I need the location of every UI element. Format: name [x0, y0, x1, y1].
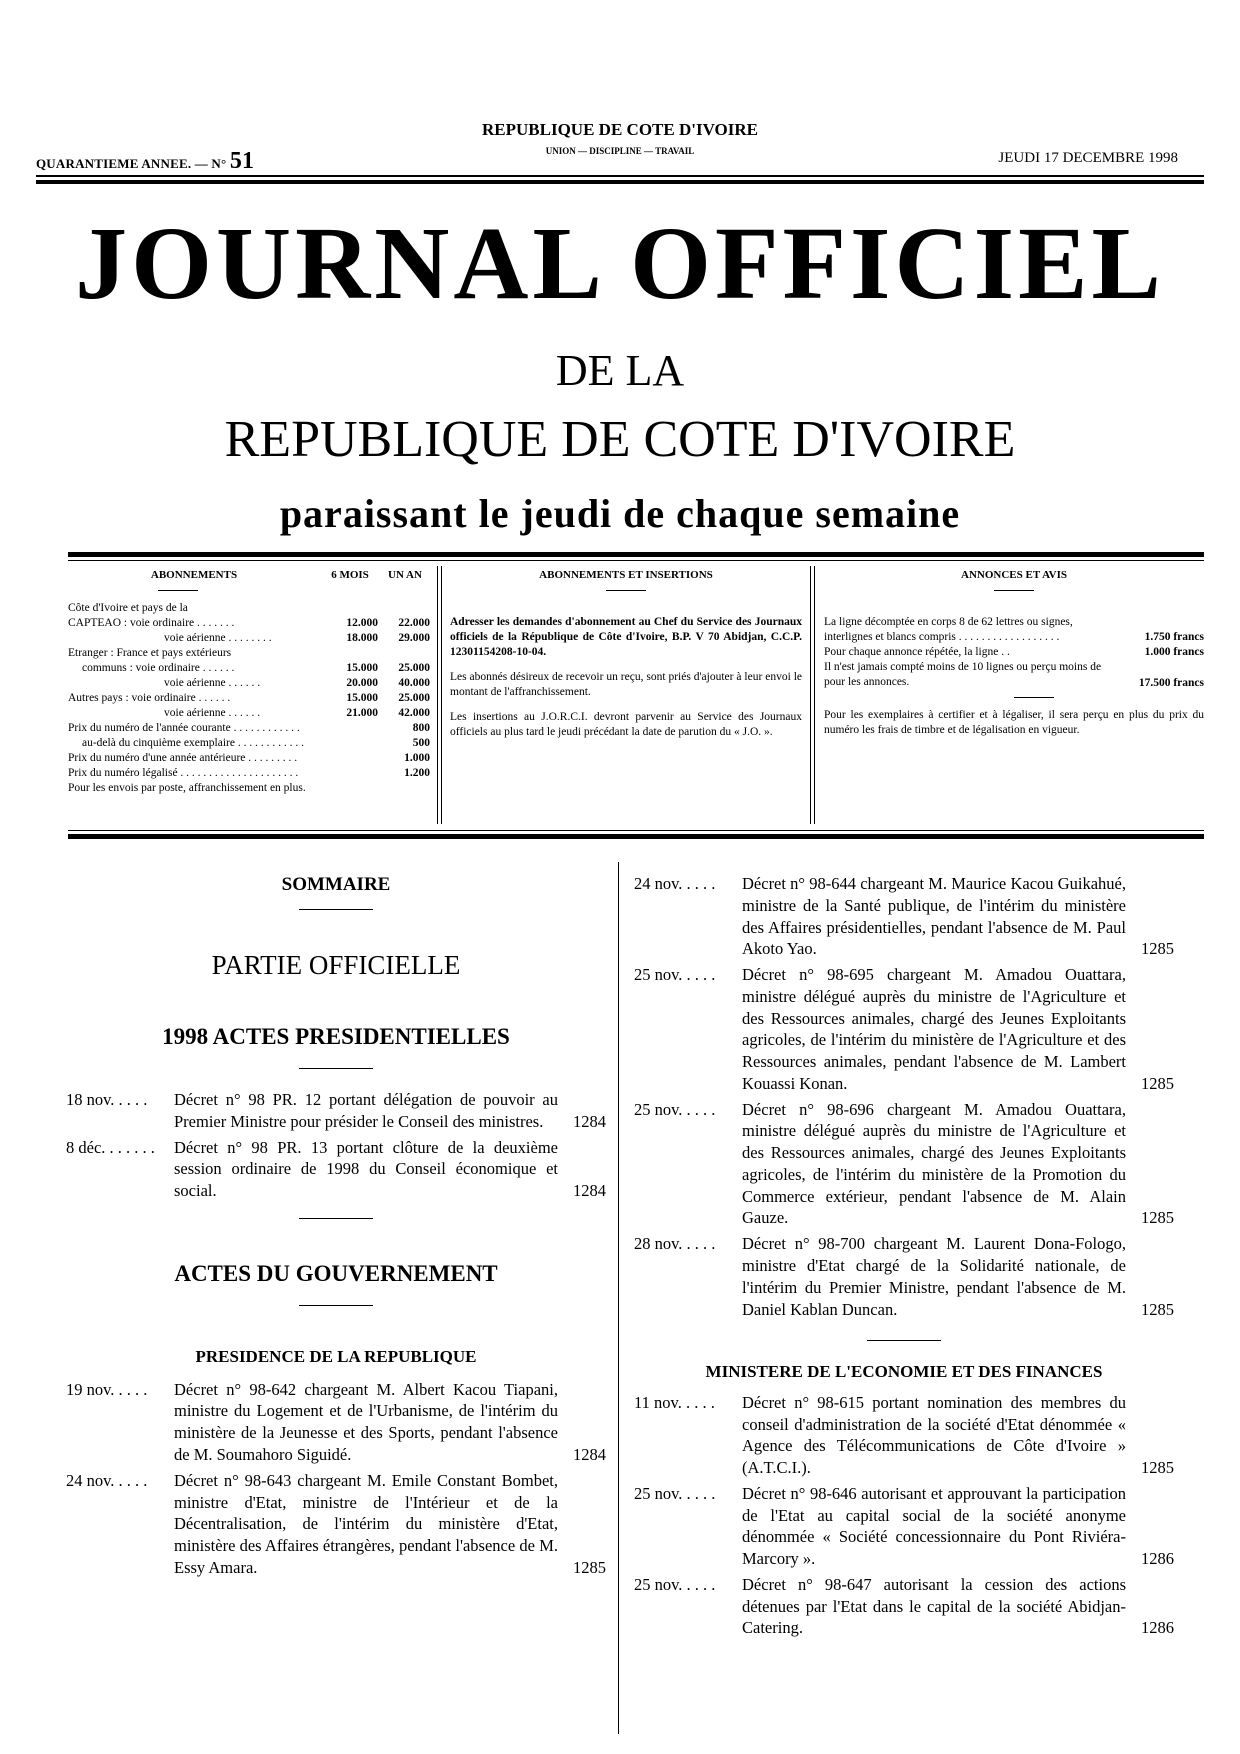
- box-divider: [814, 566, 815, 824]
- economie-heading: MINISTERE DE L'ECONOMIE ET DES FINANCES: [705, 1362, 1103, 1382]
- insertions-address: Adresser les demandes d'abonnement au Chef du Service des Journaux officiels de la République de Côte d'Ivoire, B.P. V 70 Abidjan, C.C.P. 12301154208-10-04.: [450, 616, 802, 659]
- subscription-box: [68, 568, 430, 822]
- edition-number: 51: [229, 148, 255, 174]
- journal-republic: REPUBLIQUE DE COTE D'IVOIRE: [224, 411, 1016, 468]
- subscription-col-6mois: 6 MOIS: [331, 569, 369, 581]
- section-rule: [299, 1218, 373, 1219]
- announcements-rule: [994, 590, 1034, 591]
- actes-gouvernement-heading: ACTES DU GOUVERNEMENT: [174, 1260, 498, 1286]
- issue-date: JEUDI 17 DECEMBRE 1998: [998, 150, 1178, 166]
- edition-label: QUARANTIEME ANNEE. — N°: [36, 156, 227, 171]
- journal-frequency: paraissant le jeudi de chaque semaine: [279, 491, 961, 536]
- announcements-box: [824, 568, 1204, 822]
- insertions-rule: [606, 590, 646, 591]
- insertions-box: [450, 568, 802, 822]
- price-row: Prix du numéro légalisé . . . . . . . . . . . . . . . . . . . . . 1.200: [68, 766, 430, 779]
- sommaire-entry: 25 nov. . . . . Décret n° 98-695 chargeant M. Amadou Ouattara, ministre délégué auprès du ministre de l'Agriculture et des Ressources animales, chargé des Jeunes Exploitants agricoles, de l'intérim du ministère de l'Agriculture et des Ressources animales, pendant l'absence de M. Lambert Kouassi Konan. 1285: [634, 965, 1174, 1093]
- subscription-rule: [158, 590, 198, 591]
- price-row: au-delà du cinquième exemplaire . . . . . . . . . . . . 500: [82, 736, 430, 749]
- announcement-rate-row: Pour chaque annonce répétée, la ligne . . 1.000 francs: [824, 646, 1204, 659]
- sommaire-entry: 25 nov. . . . . Décret n° 98-646 autorisant et approuvant la participation de l'Etat au capital social de la société anonyme dénommée « Société concessionnaire du Pont Riviéra-Marcory ». 1286: [634, 1483, 1174, 1569]
- subscription-row: voie aérienne . . . . . . 21.000 42.000: [164, 706, 430, 719]
- header-republic: REPUBLIQUE DE COTE D'IVOIRE: [482, 120, 758, 139]
- subscription-title: ABONNEMENTS: [150, 569, 238, 581]
- box-divider: [810, 566, 811, 824]
- subscription-row: Autres pays : voie ordinaire . . . . . . 15.000 25.000: [68, 691, 430, 704]
- announcement-rate-row: Il n'est jamais compté moins de 10 lignes ou perçu moins de pour les annonces. 17.500 francs: [824, 661, 1204, 690]
- presidence-heading: PRESIDENCE DE LA REPUBLIQUE: [195, 1347, 477, 1367]
- header-rule-thick: [36, 180, 1204, 184]
- boxes-rule-thin: [68, 830, 1204, 831]
- sommaire-entry: 11 nov. . . . . Décret n° 98-615 portant nomination des membres du conseil d'administration de la société d'Etat dénommée « Agence des Télécommunications de Côte d'Ivoire » (A.T.C.I.). 1285: [634, 1392, 1174, 1478]
- sommaire-title: SOMMAIRE: [281, 874, 391, 895]
- sommaire-left-column: [66, 872, 606, 1583]
- insertions-title: ABONNEMENTS ET INSERTIONS: [539, 569, 713, 581]
- subscription-row: voie aérienne . . . . . . 20.000 40.000: [164, 676, 430, 689]
- partie-officielle-heading: PARTIE OFFICIELLE: [211, 950, 461, 981]
- journal-de-la: DE LA: [555, 346, 685, 395]
- sommaire-entry: 24 nov. . . . . Décret n° 98-644 chargeant M. Maurice Kacou Guikahué, ministre de la Santé publique, de l'intérim du ministère des Affaires présidentielles, pendant l'absence de M. Paul Akoto Yao. 1285: [634, 874, 1174, 959]
- announcements-legal-note: Pour les exemplaires à certifier et à légaliser, il sera perçu en plus du prix du numéro les frais de timbre et de légalisation en vigueur.: [824, 709, 1204, 736]
- subscription-header: [68, 568, 430, 582]
- masthead-rule-thin: [68, 560, 1204, 561]
- sommaire-entry: 8 déc. . . . . . . Décret n° 98 PR. 13 portant clôture de la deuxième session ordinaire de 1998 du Conseil économique et social. 1284: [66, 1137, 606, 1201]
- sommaire-entry: 25 nov. . . . . Décret n° 98-696 chargeant M. Amadou Ouattara, ministre délégué auprès du ministre de l'Agriculture et des Ressources animales, chargé des Jeunes Exploitants agricoles, de l'intérim du ministère de la Promotion du Commerce extérieur, pendant l'absence de M. Alain Gauze. 1285: [634, 1099, 1174, 1228]
- announcements-rule-2: [1014, 697, 1054, 698]
- announcements-title: ANNONCES ET AVIS: [961, 569, 1067, 581]
- announcement-rate-row: La ligne décomptée en corps 8 de 62 lettres ou signes, interlignes et blancs compris . . . . . . . . . . . . . . . . . . 1.750 francs: [824, 616, 1204, 644]
- box-divider: [441, 566, 442, 824]
- subscription-col-an: UN AN: [388, 569, 422, 581]
- insertions-deadline-note: Les insertions au J.O.R.C.I. devront parvenir au Service des Journaux officiels au plus tard le jeudi précédant la date de parution du « J.O. ».: [450, 710, 802, 738]
- sommaire-entry: 25 nov. . . . . Décret n° 98-647 autorisant la cession des actions détenues par l'Etat dans le capital de la société Abidjan-Catering. 1286: [634, 1574, 1174, 1638]
- box-divider: [437, 566, 438, 824]
- boxes-rule-thick: [68, 834, 1204, 839]
- journal-title: JOURNAL OFFICIEL: [75, 206, 1165, 321]
- sommaire-entry: 24 nov. . . . . Décret n° 98-643 chargeant M. Emile Constant Bombet, ministre d'Etat, ministre de l'Intérieur et de la Décentralisation, de l'intérim du ministère d'Etat, ministère des Affaires étrangères, pendant l'absence de M. Essy Amara. 1285: [66, 1470, 606, 1577]
- header-rule-thin: [36, 175, 1204, 177]
- section-rule: [299, 909, 373, 910]
- sommaire-entry: 18 nov. . . . . Décret n° 98 PR. 12 portant délégation de pouvoir au Premier Ministre pour présider le Conseil des ministres. 1284: [66, 1090, 606, 1131]
- insertions-receipt-note: Les abonnés désireux de recevoir un reçu, sont priés d'ajouter à leur envoi le montant de l'affranchissement.: [450, 671, 802, 699]
- section-rule: [299, 1305, 373, 1306]
- header-motto: UNION — DISCIPLINE — TRAVAIL: [545, 146, 695, 156]
- sommaire-entry: 19 nov. . . . . Décret n° 98-642 chargeant M. Albert Kacou Tiapani, ministre du Logement et de l'Urbanisme, de l'intérim du ministère de la Jeunesse et des Sports, pendant l'absence de M. Soumahoro Siguidé. 1284: [66, 1379, 606, 1464]
- sommaire-right-column: [634, 873, 1174, 1643]
- subscription-row: voie aérienne . . . . . . . . 18.000 29.000: [164, 632, 430, 645]
- sommaire-entry: 28 nov. . . . . Décret n° 98-700 chargeant M. Laurent Dona-Fologo, ministre d'Etat chargé de la Solidarité nationale, de l'intérim du Premier Ministre, pendant l'absence de M. Daniel Kablan Duncan. 1285: [634, 1234, 1174, 1319]
- subscription-row: Etranger : France et pays extérieurs: [68, 647, 232, 660]
- postage-note: Pour les envois par poste, affranchissement en plus.: [68, 781, 306, 794]
- subscription-row: CAPTEAO : voie ordinaire . . . . . . . 12.000 22.000: [68, 617, 430, 630]
- section-rule: [867, 1340, 941, 1341]
- price-row: Prix du numéro d'une année antérieure . . . . . . . . . 1.000: [68, 751, 430, 764]
- masthead-rule-thick: [68, 552, 1204, 557]
- subscription-intro: Côte d'Ivoire et pays de la: [68, 602, 188, 615]
- column-divider: [618, 862, 619, 1734]
- price-row: Prix du numéro de l'année courante . . . . . . . . . . . . 800: [68, 721, 430, 734]
- actes-presidentielles-heading: 1998 ACTES PRESIDENTIELLES: [162, 1023, 510, 1049]
- section-rule: [299, 1068, 373, 1069]
- subscription-row: communs : voie ordinaire . . . . . . 15.000 25.000: [82, 662, 430, 675]
